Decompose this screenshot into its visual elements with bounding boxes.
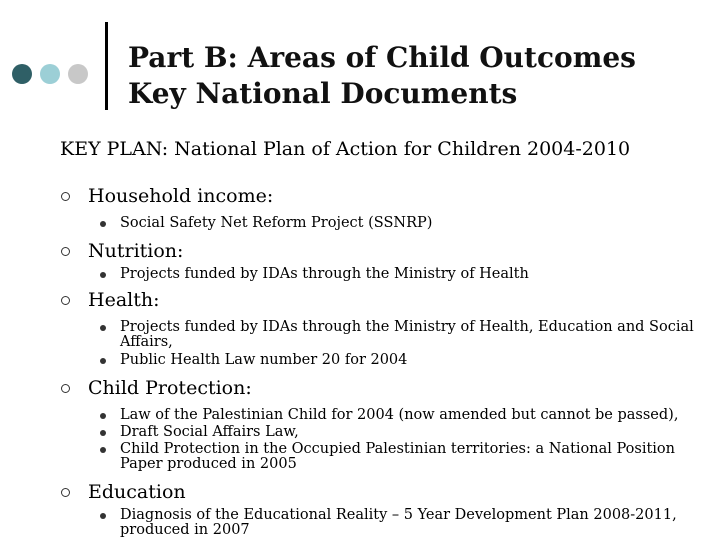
list-item (60, 508, 700, 538)
ring-bullet-icon (61, 296, 70, 305)
section-household-income (60, 184, 700, 231)
section-heading (60, 184, 700, 208)
title-line-2: Key National Documents (128, 77, 518, 110)
list-item (60, 267, 700, 282)
list-item-text: Social Safety Net Reform Project (SSNRP) (120, 215, 433, 231)
dot-dark (12, 64, 32, 84)
list-item-text: Diagnosis of the Educational Reality – 5 Year Development Plan 2008-2011, produced in 2007 (120, 507, 677, 538)
section-heading (60, 239, 700, 263)
dot-gray (68, 64, 88, 84)
dot-teal (40, 64, 60, 84)
list-item-text: Child Protection in the Occupied Palestinian territories: a National Position Paper produced in 2005 (120, 441, 676, 472)
list-item-text: Draft Social Affairs Law, (120, 424, 299, 440)
list-item-text: Public Health Law number 20 for 2004 (120, 352, 408, 368)
dot-bullet-icon (100, 430, 106, 436)
section-nutrition (60, 239, 700, 282)
list-item (60, 353, 700, 368)
dot-bullet-icon (100, 513, 106, 519)
dot-bullet-icon (100, 413, 106, 419)
ring-bullet-icon (61, 247, 70, 256)
section-education (60, 480, 700, 538)
list-item-text: Projects funded by IDAs through the Ministry of Health, Education and Social Affairs, (120, 319, 694, 350)
section-health (60, 288, 700, 368)
section-heading (60, 288, 700, 312)
list-item (60, 425, 700, 440)
title-line-1: Part B: Areas of Child Outcomes (128, 41, 636, 74)
list-item (60, 320, 700, 350)
dot-bullet-icon (100, 221, 106, 227)
section-heading-text: Nutrition: (88, 240, 184, 262)
list-item (60, 442, 700, 472)
ring-bullet-icon (61, 488, 70, 497)
dot-bullet-icon (100, 325, 106, 331)
list-item-text: Law of the Palestinian Child for 2004 (now amended but cannot be passed), (120, 407, 679, 423)
key-plan: KEY PLAN: National Plan of Action for Children 2004-2010 (60, 138, 631, 160)
section-heading-text: Child Protection: (88, 377, 252, 399)
decorative-dots (12, 64, 102, 86)
section-heading (60, 480, 700, 504)
section-heading-text: Education (88, 481, 186, 503)
section-heading (60, 376, 700, 400)
ring-bullet-icon (61, 192, 70, 201)
slide-title (128, 40, 636, 112)
section-heading-text: Health: (88, 289, 160, 311)
section-child-protection (60, 376, 700, 472)
title-divider (105, 22, 108, 110)
dot-bullet-icon (100, 447, 106, 453)
list-item (60, 408, 700, 423)
ring-bullet-icon (61, 384, 70, 393)
section-heading-text: Household income: (88, 185, 274, 207)
dot-bullet-icon (100, 272, 106, 278)
bullet-list (60, 184, 700, 540)
dot-bullet-icon (100, 358, 106, 364)
list-item-text: Projects funded by IDAs through the Ministry of Health (120, 266, 529, 282)
list-item (60, 216, 700, 231)
